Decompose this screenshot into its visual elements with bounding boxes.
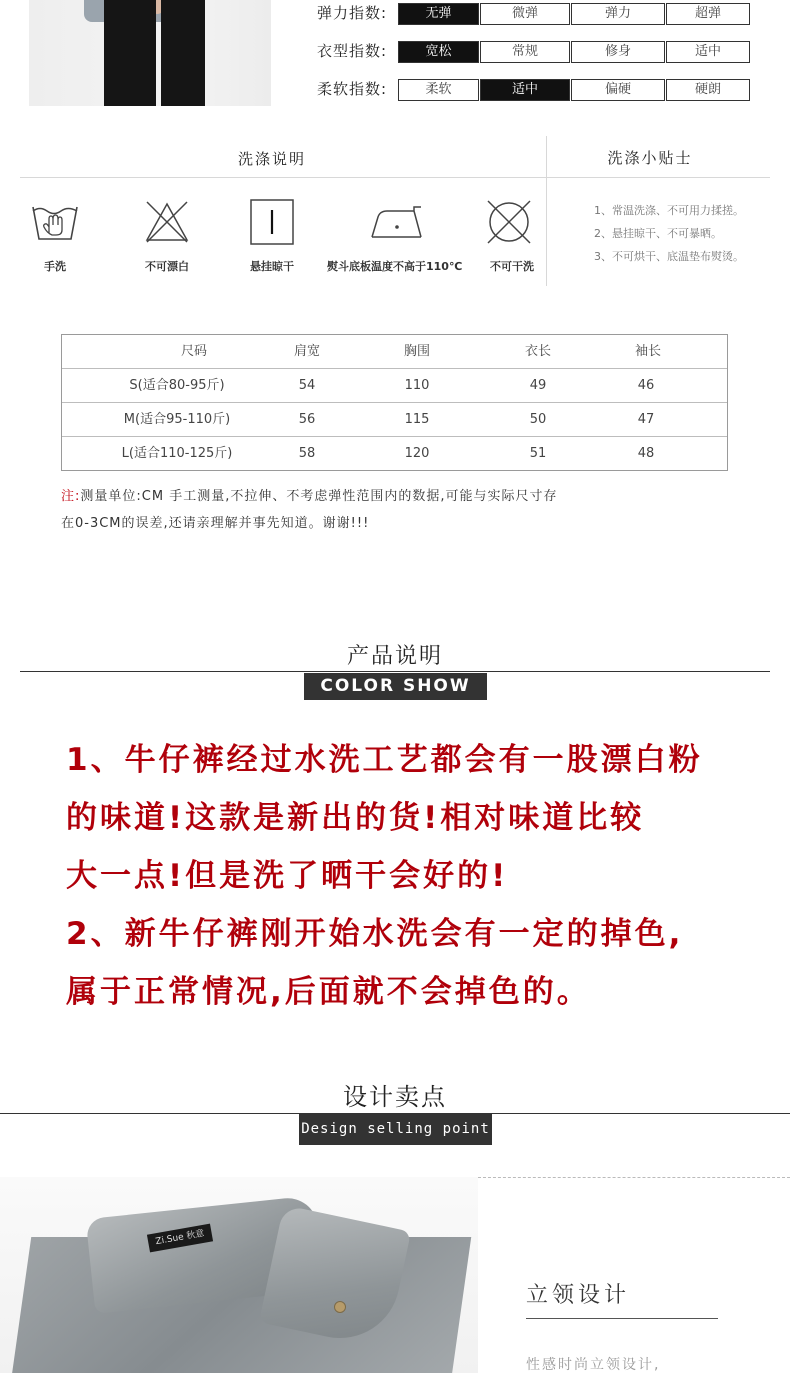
design-badge: Design selling point bbox=[299, 1114, 492, 1145]
header-cell: 袖长 bbox=[634, 344, 661, 359]
header-cell: 衣长 bbox=[524, 344, 551, 359]
measurement-note-line2: 在0-3CM的误差,还请亲理解并事先知道。谢谢!!! bbox=[61, 516, 370, 531]
header-cell: 尺码 bbox=[180, 344, 207, 359]
note-text: 测量单位:CM 手工测量,不拉伸、不考虑弹性范围内的数据,可能与实际尺寸存 bbox=[80, 489, 558, 504]
table-cell: S(适合80-95斤) bbox=[129, 378, 225, 393]
index-label: 弹力指数: bbox=[317, 4, 388, 22]
left-leg bbox=[104, 0, 156, 106]
wash-tip: 3、不可烘干、底温垫布熨烫。 bbox=[594, 250, 744, 263]
table-cell: 46 bbox=[637, 378, 655, 393]
index-label: 柔软指数: bbox=[317, 80, 388, 98]
wash-tip: 1、常温洗涤、不可用力揉搓。 bbox=[594, 204, 744, 217]
table-cell: 49 bbox=[529, 378, 547, 393]
no-bleach-icon bbox=[143, 198, 191, 246]
index-option: 适中 bbox=[666, 41, 750, 63]
feature-description: 性感时尚立领设计, bbox=[526, 1357, 661, 1373]
table-row bbox=[62, 368, 727, 402]
index-option: 微弹 bbox=[480, 3, 570, 25]
measurement-note-line1 bbox=[61, 485, 557, 504]
wash-caption: 不可干洗 bbox=[490, 260, 534, 273]
wash-caption: 熨斗底板温度不高于110℃ bbox=[327, 260, 463, 273]
color-show-badge: COLOR SHOW bbox=[304, 673, 487, 700]
jacket-button bbox=[334, 1301, 346, 1313]
tips-title: 洗涤小贴士 bbox=[607, 149, 693, 167]
note-prefix: 注: bbox=[61, 489, 81, 504]
dotted-divider bbox=[478, 1177, 790, 1178]
feature-underline bbox=[526, 1318, 718, 1319]
size-table-header bbox=[62, 335, 727, 368]
wash-divider-h bbox=[20, 177, 770, 178]
product-note-line: 大一点!但是洗了晒干会好的! bbox=[66, 858, 509, 894]
index-option: 硬朗 bbox=[666, 79, 750, 101]
index-option: 常规 bbox=[480, 41, 570, 63]
wash-title: 洗涤说明 bbox=[237, 150, 306, 168]
table-cell: 51 bbox=[529, 446, 547, 461]
no-dry-clean-icon bbox=[484, 197, 534, 247]
product-note-line: 2、新牛仔裤刚开始水洗会有一定的掉色, bbox=[66, 916, 684, 952]
collar-detail-photo bbox=[0, 1177, 478, 1373]
size-table bbox=[61, 334, 728, 471]
table-row bbox=[62, 402, 727, 436]
index-label: 衣型指数: bbox=[317, 42, 388, 60]
table-cell: 115 bbox=[404, 412, 430, 427]
right-leg bbox=[161, 0, 205, 106]
table-cell: M(适合95-110斤) bbox=[123, 412, 231, 427]
product-note-line: 的味道!这款是新出的货!相对味道比较 bbox=[66, 800, 645, 836]
table-cell: 54 bbox=[298, 378, 316, 393]
wash-tip: 2、悬挂晾干、不可暴晒。 bbox=[594, 227, 722, 240]
wash-caption: 不可漂白 bbox=[145, 260, 189, 273]
section-divider bbox=[20, 671, 770, 672]
table-cell: 120 bbox=[404, 446, 430, 461]
table-cell: 50 bbox=[529, 412, 547, 427]
product-section-title: 产品说明 bbox=[346, 644, 443, 669]
table-cell: 58 bbox=[298, 446, 316, 461]
index-option: 弹力 bbox=[571, 3, 665, 25]
hang-dry-icon bbox=[249, 198, 295, 246]
product-note-line: 属于正常情况,后面就不会掉色的。 bbox=[66, 974, 591, 1010]
index-option: 偏硬 bbox=[571, 79, 665, 101]
product-note-line: 1、牛仔裤经过水洗工艺都会有一股漂白粉 bbox=[66, 742, 703, 778]
table-cell: L(适合110-125斤) bbox=[121, 446, 233, 461]
index-option: 柔软 bbox=[398, 79, 479, 101]
index-option: 适中 bbox=[480, 79, 570, 101]
hand-wash-icon bbox=[30, 197, 80, 247]
wash-caption: 手洗 bbox=[44, 260, 66, 273]
index-option: 修身 bbox=[571, 41, 665, 63]
wash-caption: 悬挂晾干 bbox=[250, 260, 294, 273]
brand-tag: Zi.Sue 秋意 bbox=[147, 1224, 213, 1253]
header-cell: 肩宽 bbox=[293, 344, 320, 359]
feature-title: 立领设计 bbox=[526, 1283, 631, 1308]
table-cell: 48 bbox=[637, 446, 655, 461]
header-cell: 胸围 bbox=[403, 344, 430, 359]
table-row bbox=[62, 436, 727, 470]
design-section-title: 设计卖点 bbox=[343, 1083, 447, 1111]
table-cell: 47 bbox=[637, 412, 655, 427]
index-option: 无弹 bbox=[398, 3, 479, 25]
table-cell: 56 bbox=[298, 412, 316, 427]
index-option: 宽松 bbox=[398, 41, 479, 63]
index-option: 超弹 bbox=[666, 3, 750, 25]
product-photo-top bbox=[29, 0, 271, 106]
table-cell: 110 bbox=[404, 378, 430, 393]
iron-icon bbox=[369, 203, 425, 241]
